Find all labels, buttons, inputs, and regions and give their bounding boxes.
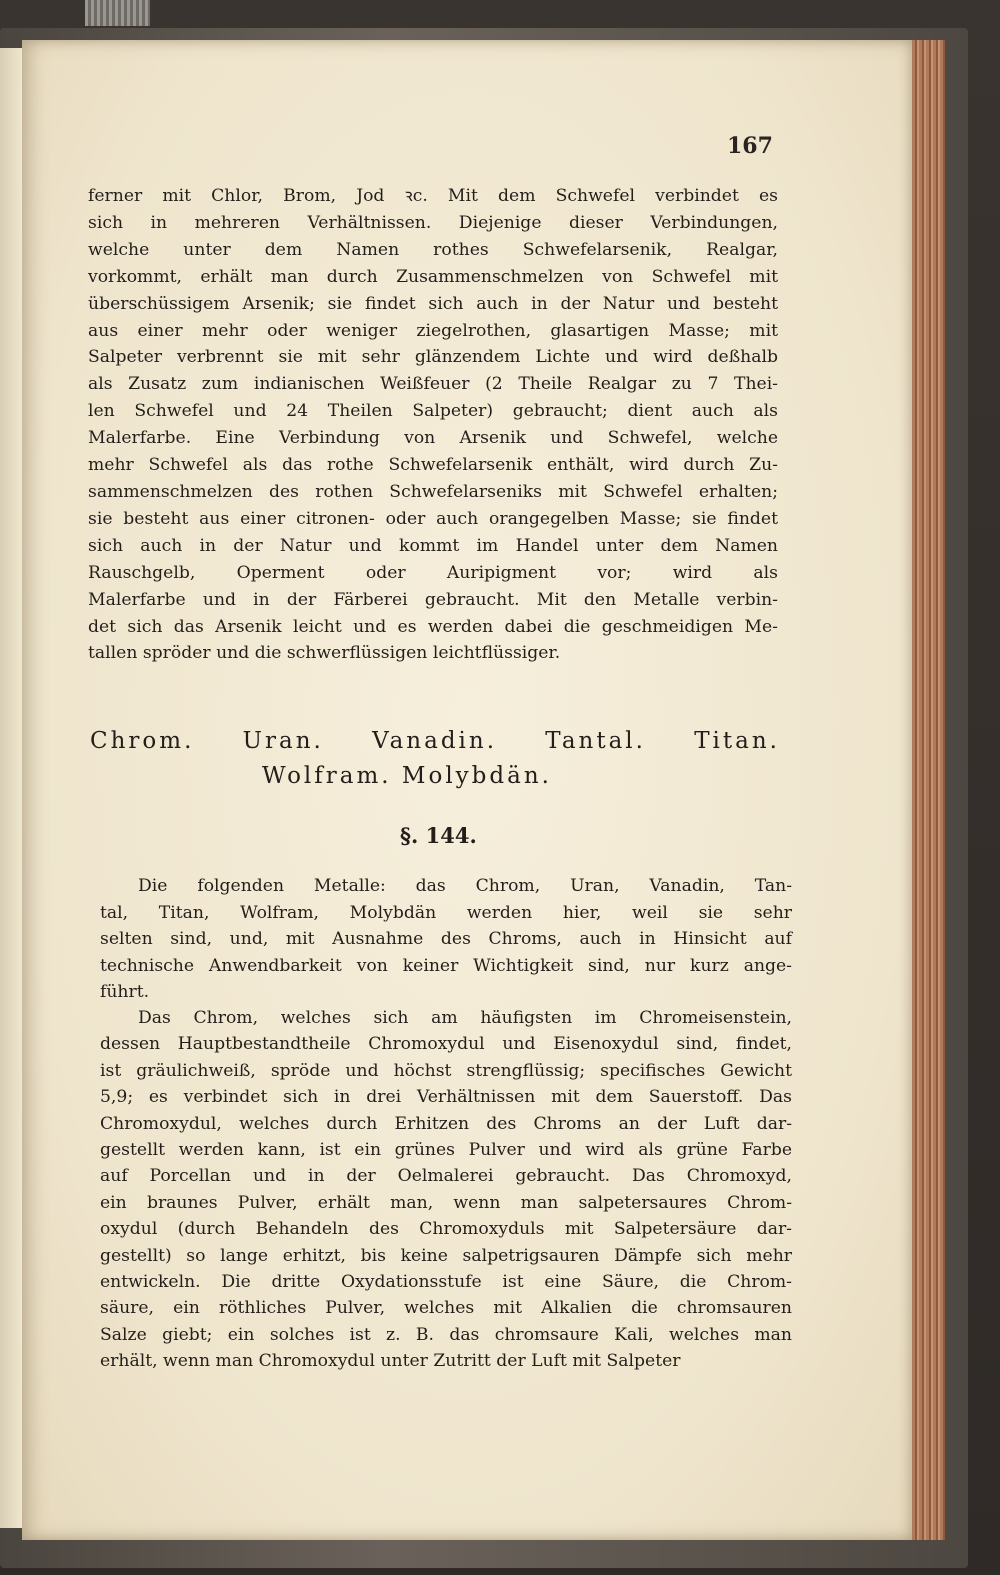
text-line: Chromoxydul, welches durch Erhitzen des Chroms an der Luft dar- bbox=[100, 1113, 792, 1134]
text-line: oxydul (durch Behandeln des Chromoxyduls mit Salpetersäure dar- bbox=[100, 1219, 792, 1240]
text-line: gestellt) so lange erhitzt, bis keine salpetrigsauren Dämpfe sich mehr bbox=[100, 1245, 792, 1266]
text-line: technische Anwendbarkeit von keiner Wichtigkeit sind, nur kurz ange- bbox=[100, 955, 792, 976]
text-line: gestellt werden kann, ist ein grünes Pulver und wird als grüne Farbe bbox=[100, 1140, 792, 1161]
section-number: §. 144. bbox=[400, 823, 477, 848]
paragraph-chrome bbox=[100, 1005, 792, 1375]
text-line: len Schwefel und 24 Theilen Salpeter) gebraucht; dient auch als bbox=[88, 401, 778, 422]
text-line: sich in mehreren Verhältnissen. Diejenige dieser Verbindungen, bbox=[88, 212, 778, 233]
text-line: auf Porcellan und in der Oelmalerei gebraucht. Das Chromoxyd, bbox=[100, 1166, 792, 1187]
text-line: als Zusatz zum indianischen Weißfeuer (2 Theile Realgar zu 7 Thei- bbox=[88, 374, 778, 395]
text-line: sammenschmelzen des rothen Schwefelarseniks mit Schwefel erhalten; bbox=[88, 481, 778, 502]
text-line: ist gräulichweiß, spröde und höchst strengflüssig; specifisches Gewicht bbox=[100, 1060, 792, 1081]
text-line: überschüssigem Arsenik; sie findet sich auch in der Natur und besteht bbox=[88, 293, 778, 314]
text-line: selten sind, und, mit Ausnahme des Chroms, auch in Hinsicht auf bbox=[100, 929, 792, 950]
text-line: Die folgenden Metalle: das Chrom, Uran, Vanadin, Tan- bbox=[138, 876, 792, 896]
text-line: 5,9; es verbindet sich in drei Verhältnissen mit dem Sauerstoff. Das bbox=[100, 1087, 792, 1108]
text-line: Salze giebt; ein solches ist z. B. das chromsaure Kali, welches man bbox=[100, 1324, 792, 1345]
page-number: 167 bbox=[727, 133, 773, 159]
text-line: erhält, wenn man Chromoxydul unter Zutritt der Luft mit Salpeter bbox=[100, 1351, 681, 1372]
text-line: welche unter dem Namen rothes Schwefelarsenik, Realgar, bbox=[88, 239, 778, 260]
text-line: tallen spröder und die schwerflüssigen leichtflüssiger. bbox=[88, 643, 561, 664]
text-line: tal, Titan, Wolfram, Molybdän werden hier, weil sie sehr bbox=[100, 902, 792, 923]
text-line: dessen Hauptbestandtheile Chromoxydul und Eisenoxydul sind, findet, bbox=[100, 1034, 792, 1055]
text-line: det sich das Arsenik leicht und es werden dabei die geschmeidigen Me- bbox=[88, 616, 778, 637]
text-line: Malerfarbe. Eine Verbindung von Arsenik und Schwefel, welche bbox=[88, 428, 778, 449]
text-line: aus einer mehr oder weniger ziegelrothen, glasartigen Masse; mit bbox=[88, 320, 778, 341]
text-line: sie besteht aus einer citronen- oder auch orangegelben Masse; sie findet bbox=[88, 508, 778, 529]
text-line: Das Chrom, welches sich am häufigsten im Chromeisenstein, bbox=[138, 1008, 792, 1028]
text-line: ein braunes Pulver, erhält man, wenn man salpetersaures Chrom- bbox=[100, 1192, 792, 1213]
text-line: Malerfarbe und in der Färberei gebraucht. Mit den Metalle verbin- bbox=[88, 589, 778, 610]
text-line: mehr Schwefel als das rothe Schwefelarsenik enthält, wird durch Zu- bbox=[88, 455, 778, 476]
text-line: Rauschgelb, Operment oder Auripigment vor; wird als bbox=[88, 562, 778, 583]
text-line: entwickeln. Die dritte Oxydationsstufe ist eine Säure, die Chrom- bbox=[100, 1272, 792, 1293]
paragraph-arsenic bbox=[88, 183, 778, 667]
paragraph-metals-intro bbox=[100, 873, 792, 1006]
text-line: säure, ein röthliches Pulver, welches mit Alkalien die chromsauren bbox=[100, 1298, 792, 1319]
section-heading: Chrom. Uran. Vanadin. Tantal. Titan. bbox=[90, 728, 780, 754]
text-line: sich auch in der Natur und kommt im Handel unter dem Namen bbox=[88, 535, 778, 556]
bookmark-tab bbox=[85, 0, 150, 26]
text-line: Salpeter verbrennt sie mit sehr glänzendem Lichte und wird deßhalb bbox=[88, 347, 778, 368]
facing-page-edge bbox=[0, 48, 22, 1528]
section-heading-continued: Wolfram. Molybdän. bbox=[262, 763, 552, 789]
text-line: vorkommt, erhält man durch Zusammenschmelzen von Schwefel mit bbox=[88, 266, 778, 287]
text-line: führt. bbox=[100, 982, 150, 1003]
text-line: ferner mit Chlor, Brom, Jod ꝛc. Mit dem Schwefel verbindet es bbox=[88, 186, 778, 206]
